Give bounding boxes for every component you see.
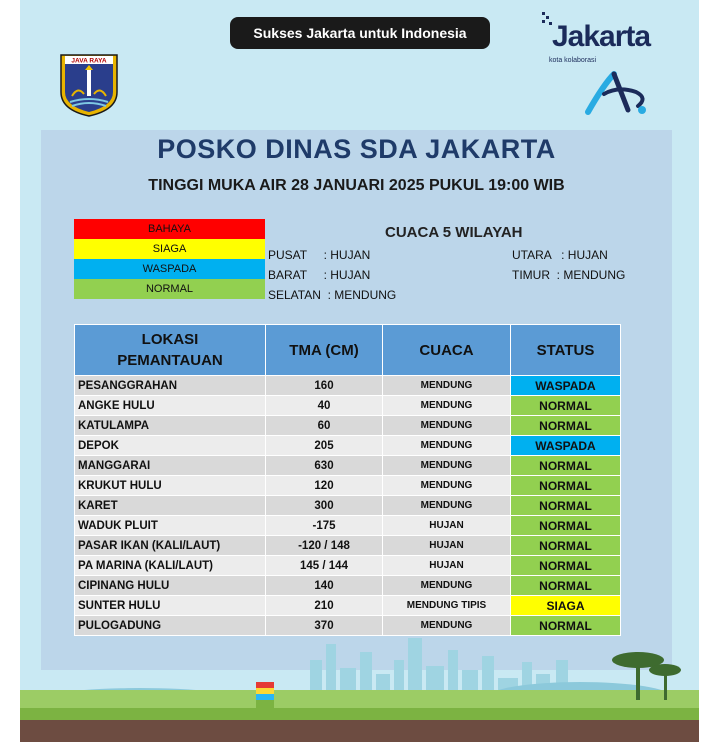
cell-cuaca: HUJAN <box>383 516 511 536</box>
cell-status: NORMAL <box>511 496 621 516</box>
legend-bahaya: BAHAYA <box>74 219 265 239</box>
cell-lokasi: DEPOK <box>75 436 266 456</box>
brand-name: Jakarta <box>552 20 651 53</box>
cell-status: NORMAL <box>511 616 621 636</box>
slogan-text: Sukses Jakarta untuk Indonesia <box>253 25 467 41</box>
weather-pusat: PUSAT : HUJAN <box>268 248 371 262</box>
cell-status: NORMAL <box>511 516 621 536</box>
cell-cuaca: MENDUNG <box>383 576 511 596</box>
cell-cuaca: HUJAN <box>383 556 511 576</box>
legend-normal: NORMAL <box>74 279 265 299</box>
cell-lokasi: ANGKE HULU <box>75 396 266 416</box>
cell-lokasi: KARET <box>75 496 266 516</box>
cell-lokasi: KRUKUT HULU <box>75 476 266 496</box>
table-row <box>75 436 621 456</box>
cell-cuaca: MENDUNG TIPIS <box>383 596 511 616</box>
cell-lokasi: PASAR IKAN (KALI/LAUT) <box>75 536 266 556</box>
table-row <box>75 396 621 416</box>
water-level-table <box>74 324 621 636</box>
weather-barat: BARAT : HUJAN <box>268 268 371 282</box>
crest-text: JAVA RAYA <box>71 57 107 65</box>
cell-lokasi: PA MARINA (KALI/LAUT) <box>75 556 266 576</box>
cell-status: NORMAL <box>511 576 621 596</box>
cell-tma: 60 <box>266 416 383 436</box>
cell-lokasi: KATULAMPA <box>75 416 266 436</box>
header-cuaca: CUACA <box>383 325 511 376</box>
page-title: POSKO DINAS SDA JAKARTA <box>157 134 556 164</box>
legend-waspada: WASPADA <box>74 259 265 279</box>
table-row <box>75 416 621 436</box>
cell-cuaca: MENDUNG <box>383 436 511 456</box>
gauge-icon <box>256 682 274 710</box>
status-legend <box>74 219 265 299</box>
cell-cuaca: MENDUNG <box>383 456 511 476</box>
table-row <box>75 556 621 576</box>
table-row <box>75 576 621 596</box>
table-row <box>75 536 621 556</box>
cell-cuaca: MENDUNG <box>383 496 511 516</box>
cell-tma: 300 <box>266 496 383 516</box>
table-row <box>75 596 621 616</box>
weather-selatan: SELATAN : MENDUNG <box>268 288 397 302</box>
brand-tagline: kota kolaborasi <box>549 57 597 64</box>
cell-status: SIAGA <box>511 596 621 616</box>
weather-utara: UTARA : HUJAN <box>512 248 608 262</box>
cell-cuaca: MENDUNG <box>383 376 511 396</box>
table-row <box>75 496 621 516</box>
cell-lokasi: CIPINANG HULU <box>75 576 266 596</box>
cell-cuaca: MENDUNG <box>383 396 511 416</box>
cell-status: NORMAL <box>511 556 621 576</box>
cell-status: NORMAL <box>511 476 621 496</box>
cell-tma: 630 <box>266 456 383 476</box>
cell-lokasi: PULOGADUNG <box>75 616 266 636</box>
page-subtitle: TINGGI MUKA AIR 28 JANUARI 2025 PUKUL 19:00 WIB <box>148 177 565 194</box>
dki-crest-logo <box>58 52 120 118</box>
cell-tma: 40 <box>266 396 383 416</box>
cell-status: NORMAL <box>511 396 621 416</box>
table-row <box>75 456 621 476</box>
table-header-row <box>75 325 621 376</box>
cell-tma: 145 / 144 <box>266 556 383 576</box>
cell-cuaca: HUJAN <box>383 536 511 556</box>
cell-tma: -175 <box>266 516 383 536</box>
cell-status: NORMAL <box>511 536 621 556</box>
cell-tma: 160 <box>266 376 383 396</box>
cell-cuaca: MENDUNG <box>383 416 511 436</box>
cell-cuaca: MENDUNG <box>383 476 511 496</box>
header-lokasi: LOKASI PEMANTAUAN <box>75 325 266 376</box>
cell-tma: 140 <box>266 576 383 596</box>
header-status: STATUS <box>511 325 621 376</box>
cell-status: NORMAL <box>511 416 621 436</box>
cell-lokasi: MANGGARAI <box>75 456 266 476</box>
table-row <box>75 476 621 496</box>
table-row <box>75 376 621 396</box>
cell-status: WASPADA <box>511 436 621 456</box>
city-scene-illustration <box>20 630 699 742</box>
cell-lokasi: WADUK PLUIT <box>75 516 266 536</box>
weather-title: CUACA 5 WILAYAH <box>385 224 523 241</box>
cell-lokasi: SUNTER HULU <box>75 596 266 616</box>
cell-status: WASPADA <box>511 376 621 396</box>
sda-logo <box>584 64 654 118</box>
header-tma: TMA (CM) <box>266 325 383 376</box>
legend-siaga: SIAGA <box>74 239 265 259</box>
cell-cuaca: MENDUNG <box>383 616 511 636</box>
cell-tma: 120 <box>266 476 383 496</box>
cell-tma: -120 / 148 <box>266 536 383 556</box>
cell-status: NORMAL <box>511 456 621 476</box>
weather-timur: TIMUR : MENDUNG <box>512 268 626 282</box>
slogan-banner <box>230 17 490 49</box>
cell-tma: 205 <box>266 436 383 456</box>
cell-lokasi: PESANGGRAHAN <box>75 376 266 396</box>
table-row <box>75 516 621 536</box>
cell-tma: 210 <box>266 596 383 616</box>
cell-tma: 370 <box>266 616 383 636</box>
